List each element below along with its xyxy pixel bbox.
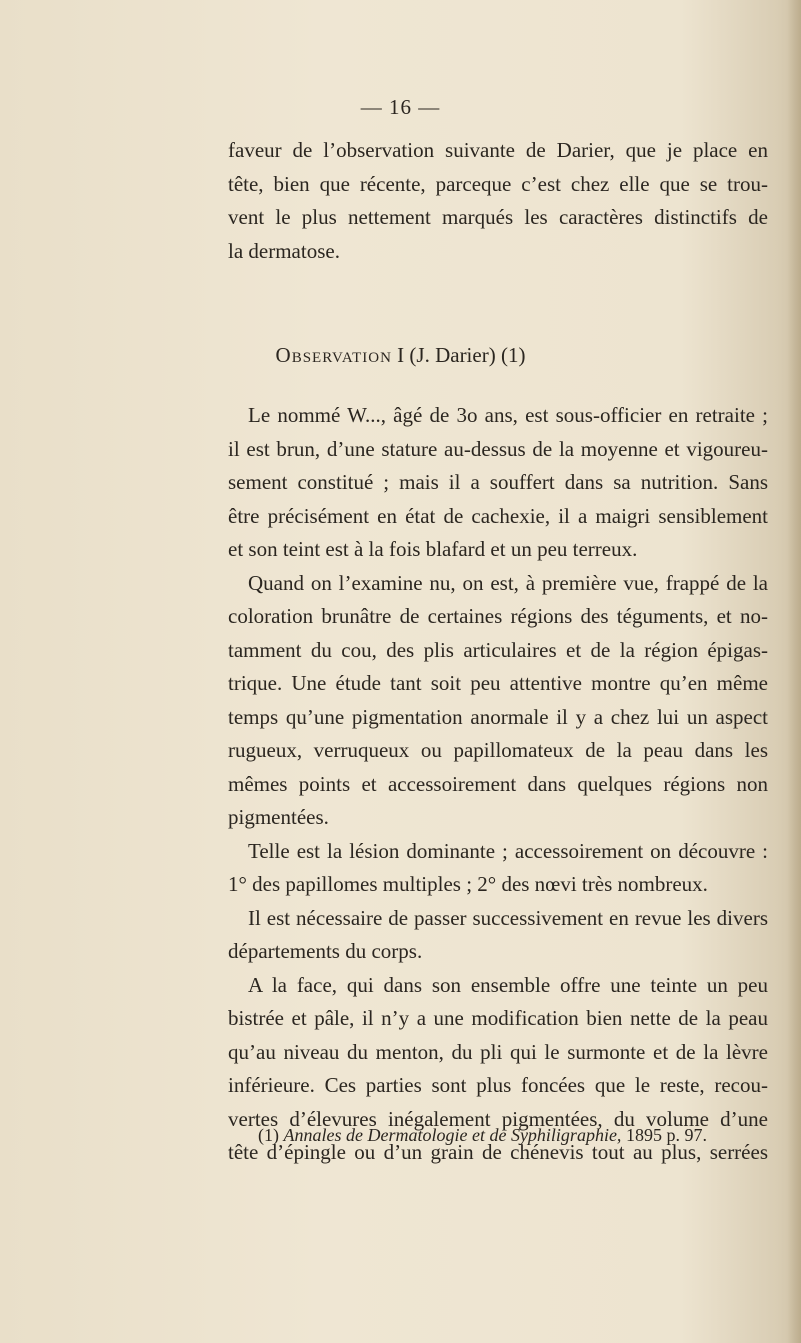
text-line: coloration brunâtre de certaines régions des téguments, et no- (228, 604, 768, 628)
observation-heading (0, 340, 801, 370)
text-line: mêmes points et accessoirement dans quelques régions non (228, 771, 768, 796)
text-line: bistrée et pâle, il n’y a une modification bien nette de la peau (228, 1006, 768, 1030)
text-line: Le nommé W..., âgé de 3o ans, est sous-officier en retraite ; (248, 403, 768, 427)
footnote-details: 1895 p. 97. (625, 1125, 707, 1145)
text-line: pigmentées. (228, 805, 329, 829)
page-edge-shadow (787, 0, 801, 1343)
footnote-source: Annales de Dermatologie et de Syphiligraphie, (283, 1125, 622, 1145)
footnote-marker: (1) (258, 1125, 279, 1145)
footnote (258, 1122, 778, 1148)
text-line: tête d’épingle ou d’un grain de chénevis tout au plus, serrées (228, 1140, 768, 1164)
text-line: sement constitué ; mais il a souffert dans sa nutrition. Sans (228, 470, 768, 494)
text-line: rugueux, verruqueux ou papillomateux de la peau dans les (228, 738, 768, 762)
text-line: temps qu’une pigmentation anormale il y a chez lui un aspect (228, 704, 768, 729)
intro-paragraph (228, 134, 768, 268)
observation-reference: I (J. Darier) (1) (397, 343, 526, 367)
text-line: Quand on l’examine nu, on est, à première vue, frappé de la (248, 570, 768, 595)
text-line: 1° des papillomes multiples ; 2° des nœvi très nombreux. (228, 872, 708, 896)
text-line: il est brun, d’une stature au-dessus de la moyenne et vigoureu- (228, 436, 768, 461)
text-line: A la face, qui dans son ensemble offre une teinte un peu (248, 972, 768, 997)
text-line: et son teint est à la fois blafard et un peu terreux. (228, 537, 638, 561)
page-number: — 16 — (360, 95, 441, 119)
text-line: Telle est la lésion dominante ; accessoirement on découvre : (248, 838, 768, 863)
text-line: la dermatose. (228, 238, 340, 263)
observation-body (228, 399, 768, 1170)
text-line: vertes d’élevures inégalement pigmentées, du volume d’une (228, 1106, 768, 1131)
text-line: qu’au niveau du menton, du pli qui le surmonte et de la lèvre (228, 1039, 768, 1064)
observation-label: Observation (275, 343, 392, 367)
text-line: tamment du cou, des plis articulaires et de la région épigas- (228, 637, 768, 662)
text-line: vent le plus nettement marqués les caractères distinctifs de (228, 205, 768, 229)
text-line: trique. Une étude tant soit peu attentive montre qu’en même (228, 671, 768, 695)
text-line: départements du corps. (228, 939, 423, 963)
text-line: inférieure. Ces parties sont plus foncées que le reste, recou- (228, 1073, 768, 1097)
text-line: Il est nécessaire de passer successivement en revue les divers (248, 905, 768, 930)
text-line: tête, bien que récente, parceque c’est chez elle que se trou- (228, 171, 768, 196)
text-line: faveur de l’observation suivante de Darier, que je place en (228, 138, 768, 162)
text-line: être précisément en état de cachexie, il a maigri sensiblement (228, 503, 768, 528)
